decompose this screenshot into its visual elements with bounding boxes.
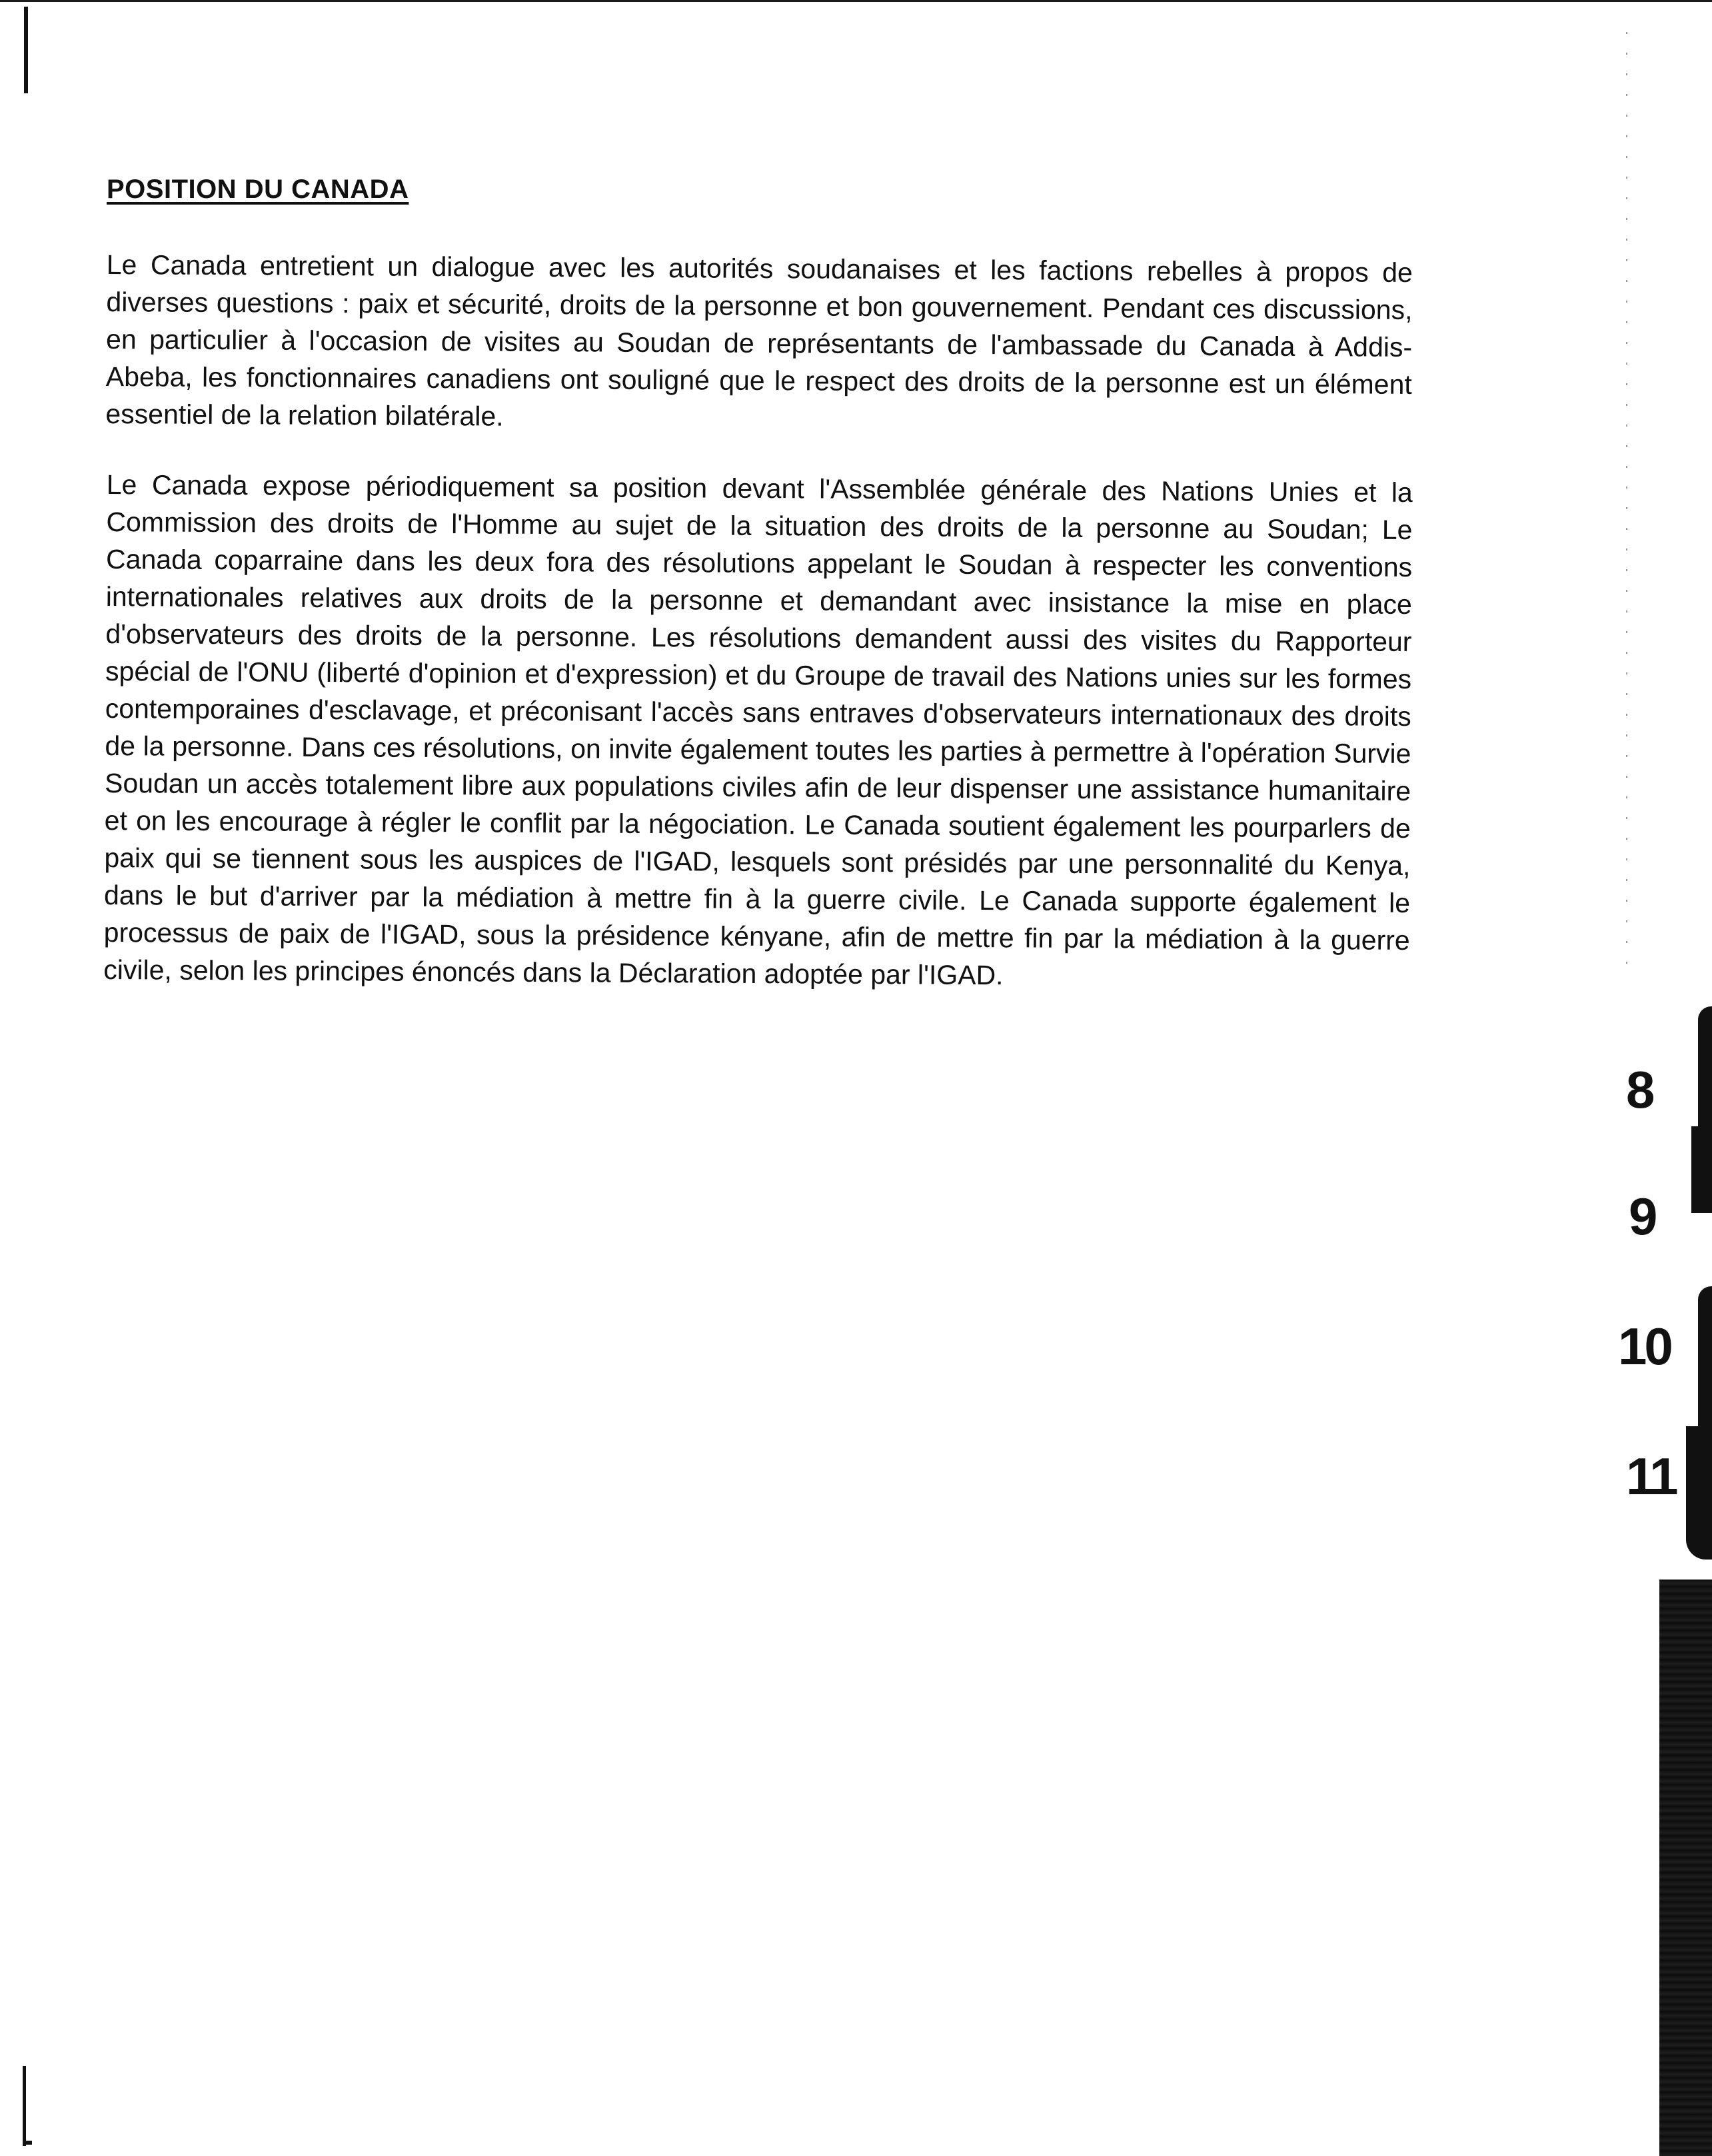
document-body: [103, 175, 1413, 1022]
scan-margin-mark: [23, 2066, 26, 2146]
scan-margin-mark: [23, 2141, 32, 2145]
divider-tabs: [1618, 986, 1712, 1586]
paragraph: Le Canada expose périodiquement sa position devant l'Assemblée générale des Nations Unies et la Commission des droits de l'Homme au sujet de la situation des droits de la personne au Soudan; Le Canada coparraine dans les deux fora des résolutions appelant le Soudan à respecter les conventions internationales relatives aux droits de la personne et demandant avec insistance la mise en place d'observateurs des droits de la personne. Les résolutions demandent aussi des visites du Rapporteur spécial de l'ONU (liberté d'opinion et d'expression) et du Groupe de travail des Nations unies sur les formes contemporaines d'esclavage, et préconisant l'accès sans entraves d'observateurs internationaux des droits de la personne. Dans ces résolutions, on invite également toutes les parties à permettre à l'opération Survie Soudan un accès totalement libre aux populations civiles afin de leur dispenser une assistance humanitaire et on les encourage à régler le conflit par la négociation. Le Canada soutient également les pourparlers de paix qui se tiennent sous les auspices de l'IGAD, lesquels sont présidés par une personnalité du Kenya, dans le but d'arriver par la médiation à mettre fin à la guerre civile. Le Canada supporte également le processus de paix de l'IGAD, sous la présidence kényane, afin de mettre fin par la médiation à la guerre civile, selon les principes énoncés dans la Déclaration adoptée par l'IGAD.: [103, 469, 1413, 991]
divider-tab-9: 9: [1629, 1187, 1658, 1246]
divider-tab-10: 10: [1618, 1317, 1671, 1376]
scan-edge-speckle: [1626, 13, 1627, 973]
divider-tab-8: 8: [1626, 1060, 1655, 1119]
scan-margin-mark: [24, 7, 28, 93]
section-heading: POSITION DU CANADA: [107, 175, 409, 204]
paragraph: Le Canada entretient un dialogue avec les autorités soudanaises et les factions rebelles à propos de diverses questions : paix et sécurité, droits de la personne et bon gouvernement. Pendant ces discussions, en particulier à l'occasion de visites au Soudan de représentants de l'ambassade du Canada à Addis-Abeba, les fonctionnaires canadiens ont souligné que le respect des droits de la personne est un élément essentiel de la relation bilatérale.: [105, 249, 1413, 432]
divider-tab-stack: [1659, 1580, 1712, 2156]
page-top-edge: [0, 0, 1712, 2]
divider-tab-11: 11: [1626, 1447, 1676, 1506]
